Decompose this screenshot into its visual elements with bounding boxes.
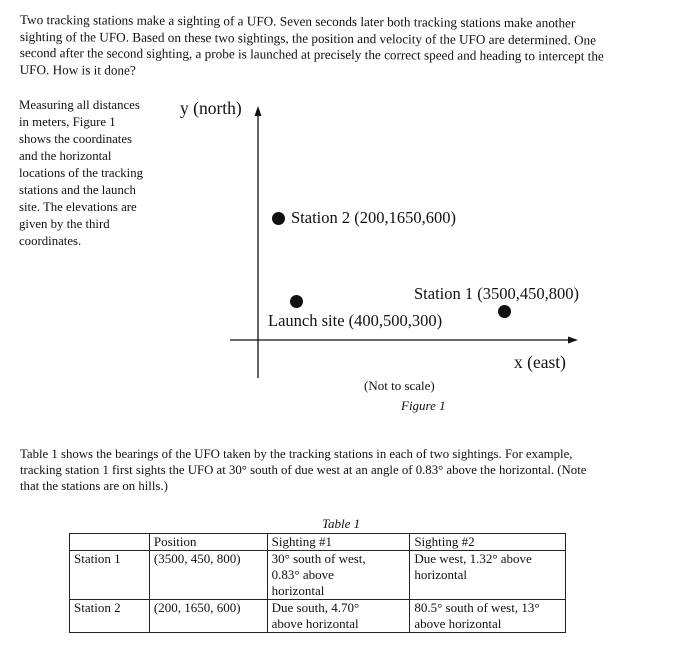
table-header-row [70,534,566,551]
side-line: stations and the launch [19,183,136,197]
launch-site-label: Launch site (400,500,300) [268,311,443,330]
sighting1-cell [267,551,410,600]
intro-line: second after the second sighting, a probe is launched at precisely the correct speed and heading to intercept the [19,44,604,64]
station-1-marker [498,305,511,318]
sighting1-cell [267,600,410,633]
station-2-label: Station 2 (200,1650,600) [291,208,456,227]
figure-caption: Figure 1 [401,398,446,413]
cell-line: above horizontal [271,616,359,631]
figure-description [19,97,169,250]
side-line: coordinates. [19,234,82,248]
position-cell: (3500, 450, 800) [149,551,267,600]
table-caption: Table 1 [322,516,361,531]
cell-line: 0.83° above [271,567,334,582]
cell-line: Due south, 4.70° [271,600,360,615]
cell-line: 30° south of west, [271,551,366,566]
side-line: shows the coordinates [19,132,133,146]
not-to-scale-note: (Not to scale) [364,378,435,393]
station-2-marker [272,212,285,225]
station-1-label: Station 1 (3500,450,800) [414,284,579,303]
para-line: tracking station 1 first sights the UFO at 30° south of due west at an angle of 0.83° above the horizontal. (Note [20,463,587,477]
header-cell: Position [149,534,267,551]
cell-line: horizontal [414,567,468,582]
intro-line: sighting of the UFO. Based on these two sightings, the position and velocity of the UFO are determined. One [19,28,597,48]
side-line: locations of the tracking [19,166,144,180]
side-line: and the horizontal [19,149,112,163]
problem-statement [20,12,680,82]
header-cell: Sighting #1 [267,534,410,551]
side-line: site. The elevations are [19,200,137,214]
side-line: given by the third [19,217,110,231]
launch-site-marker [290,295,303,308]
side-line: in meters, Figure 1 [19,115,116,129]
table-row [70,551,566,600]
y-axis-arrow-icon [255,106,262,116]
sighting2-cell [410,551,566,600]
x-axis-label: x (east) [514,352,566,372]
station-cell: Station 2 [70,600,150,633]
cell-line: above horizontal [414,616,502,631]
cell-line: 80.5° south of west, 13° [414,600,540,615]
para-line: that the stations are on hills.) [20,479,168,493]
sightings-table [69,533,566,633]
sighting2-cell [410,600,566,633]
cell-line: Due west, 1.32° above [414,551,532,566]
x-axis-arrow-icon [568,337,578,344]
table-row [70,600,566,633]
intro-line: Two tracking stations make a sighting of a UFO. Seven seconds later both tracking stations make another [19,12,576,31]
station-cell: Station 1 [70,551,150,600]
para-line: Table 1 shows the bearings of the UFO taken by the tracking stations in each of two sightings. For example, [20,447,573,461]
position-cell: (200, 1650, 600) [149,600,267,633]
cell-line: horizontal [271,583,325,598]
header-cell: Sighting #2 [410,534,566,551]
y-axis-label: y (north) [180,98,242,118]
table-description [20,446,682,494]
side-line: Measuring all distances [19,98,140,112]
intro-line: UFO. How is it done? [19,61,136,78]
header-cell [70,534,150,551]
